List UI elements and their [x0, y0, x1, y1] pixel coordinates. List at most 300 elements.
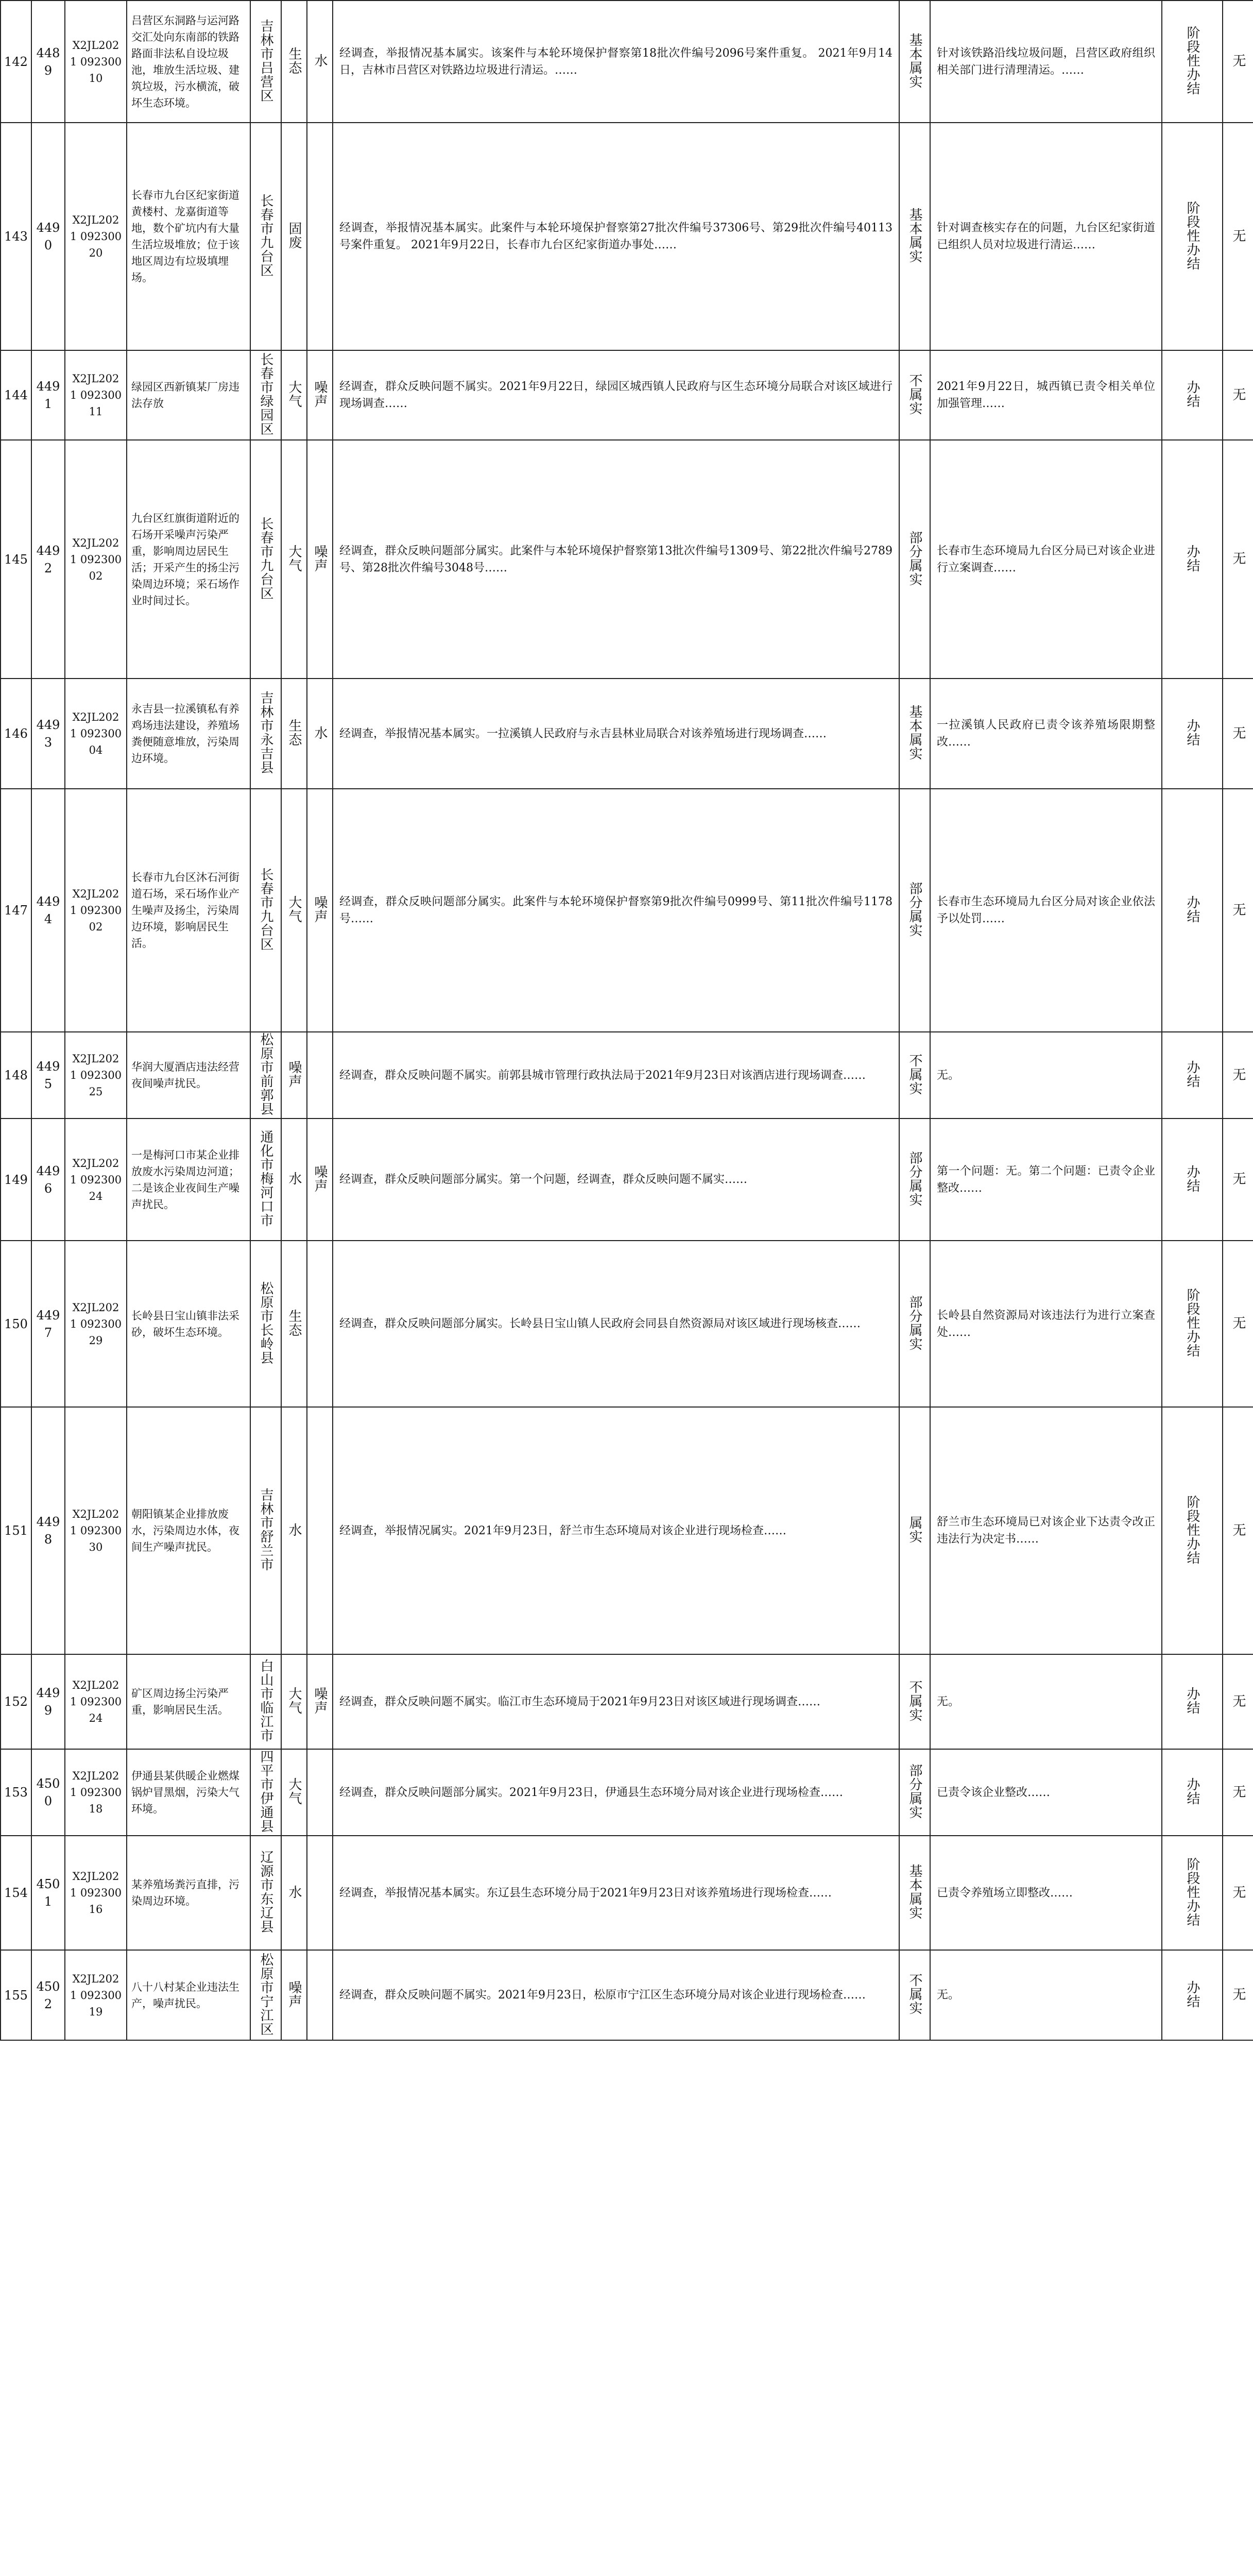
case-id: X2JL2021 09230029 — [70, 1301, 122, 1347]
table-row — [1, 1, 1253, 123]
case-id-cell — [65, 789, 127, 1032]
case-id-cell — [65, 679, 127, 789]
verification-result-cell — [899, 1032, 930, 1118]
accountability-info: 无 — [1230, 725, 1246, 740]
problem-description-cell — [127, 1, 250, 123]
verification-result-cell — [899, 350, 930, 440]
handling-status-cell — [1162, 1118, 1223, 1241]
secondary-pollution: 噪声 — [312, 380, 328, 408]
problem-description-cell — [127, 123, 250, 350]
remediation-measures-cell — [930, 1950, 1162, 2040]
administrative-area: 长春市九台区 — [258, 516, 273, 600]
row-code: 4495 — [36, 1059, 60, 1091]
accountability-info-cell — [1223, 1241, 1253, 1407]
investigation-finding-cell — [333, 350, 899, 440]
investigation-finding-cell — [333, 679, 899, 789]
accountability-info-cell — [1223, 123, 1253, 350]
table-row — [1, 1241, 1253, 1407]
remediation-measures-cell — [930, 1836, 1162, 1950]
problem-description-cell — [127, 789, 250, 1032]
secondary-pollution: 水 — [312, 54, 328, 67]
investigation-finding-cell — [333, 1241, 899, 1407]
table-body — [1, 1, 1253, 2040]
investigation-finding: 经调查，举报情况属实。2021年9月23日，舒兰市生态环境局对该企业进行现场检查…… — [339, 1524, 786, 1537]
pollution-type-cell — [281, 1407, 307, 1654]
administrative-area-cell — [250, 1749, 281, 1836]
pollution-type-cell — [281, 1032, 307, 1118]
remediation-measures: 长春市生态环境局九台区分局对该企业依法予以处罚…… — [937, 895, 1155, 925]
secondary-pollution-cell — [307, 123, 333, 350]
row-code-cell — [31, 1836, 65, 1950]
row-number: 155 — [4, 1988, 28, 2003]
table-row — [1, 679, 1253, 789]
verification-result-cell — [899, 1241, 930, 1407]
pollution-type-cell — [281, 350, 307, 440]
pollution-type-cell — [281, 789, 307, 1032]
remediation-measures: 一拉溪镇人民政府已责令该养殖场限期整改…… — [937, 719, 1155, 749]
row-code-cell — [31, 789, 65, 1032]
administrative-area-cell — [250, 789, 281, 1032]
secondary-pollution: 噪声 — [312, 544, 328, 572]
remediation-measures-cell — [930, 679, 1162, 789]
administrative-area-cell — [250, 1, 281, 123]
administrative-area-cell — [250, 679, 281, 789]
handling-status: 阶段性办结 — [1185, 1288, 1200, 1358]
accountability-info-cell — [1223, 1407, 1253, 1654]
administrative-area: 四平市伊通县 — [258, 1750, 273, 1833]
remediation-measures-cell — [930, 440, 1162, 679]
row-code: 4493 — [36, 718, 60, 750]
accountability-info: 无 — [1230, 54, 1246, 67]
remediation-measures-cell — [930, 1, 1162, 123]
verification-result-cell — [899, 679, 930, 789]
remediation-measures: 已责令该企业整改…… — [937, 1786, 1051, 1799]
case-id-cell — [65, 1241, 127, 1407]
row-number-cell — [1, 1032, 31, 1118]
row-code-cell — [31, 1, 65, 123]
investigation-finding: 经调查，群众反映问题部分属实。长岭县日宝山镇人民政府会同县自然资源局对该区域进行现场核查…… — [339, 1317, 861, 1330]
pollution-type: 生态 — [286, 719, 302, 747]
row-code-cell — [31, 1654, 65, 1749]
accountability-info: 无 — [1230, 387, 1246, 401]
problem-description: 矿区周边扬尘污染严重，影响居民生活。 — [131, 1687, 229, 1716]
administrative-area-cell — [250, 350, 281, 440]
row-number-cell — [1, 1, 31, 123]
handling-status: 办结 — [1185, 380, 1200, 408]
row-code-cell — [31, 1118, 65, 1241]
case-id: X2JL2021 09230002 — [70, 888, 122, 933]
verification-result: 部分属实 — [907, 530, 922, 586]
administrative-area: 长春市九台区 — [258, 194, 273, 277]
pollution-type-cell — [281, 1836, 307, 1950]
investigation-finding-cell — [333, 1032, 899, 1118]
row-number: 143 — [4, 229, 28, 244]
row-number-cell — [1, 1118, 31, 1241]
verification-result-cell — [899, 123, 930, 350]
verification-result-cell — [899, 1749, 930, 1836]
row-number: 145 — [4, 552, 28, 567]
administrative-area: 通化市梅河口市 — [258, 1130, 273, 1227]
secondary-pollution-cell — [307, 1032, 333, 1118]
accountability-info: 无 — [1230, 551, 1246, 565]
problem-description-cell — [127, 440, 250, 679]
verification-result: 基本属实 — [907, 1864, 922, 1920]
case-id: X2JL2021 09230004 — [70, 711, 122, 756]
case-id-cell — [65, 1654, 127, 1749]
administrative-area-cell — [250, 1654, 281, 1749]
row-code: 4498 — [36, 1515, 60, 1547]
verification-result: 基本属实 — [907, 208, 922, 263]
pollution-type: 水 — [286, 1522, 302, 1537]
problem-description: 华润大厦酒店违法经营夜间噪声扰民。 — [131, 1061, 239, 1090]
problem-description: 一是梅河口市某企业排放废水污染周边河道；二是该企业夜间生产噪声扰民。 — [131, 1148, 239, 1211]
row-number-cell — [1, 1836, 31, 1950]
handling-status-cell — [1162, 440, 1223, 679]
case-id: X2JL2021 09230024 — [70, 1157, 122, 1202]
remediation-measures: 无。 — [937, 1069, 960, 1082]
accountability-info-cell — [1223, 1950, 1253, 2040]
handling-status-cell — [1162, 1241, 1223, 1407]
table-row — [1, 1950, 1253, 2040]
accountability-info: 无 — [1230, 1885, 1246, 1899]
row-code: 4489 — [36, 45, 60, 78]
problem-description: 吕营区东洞路与运河路交汇处向东南部的铁路路面非法私自设垃圾池，堆放生活垃圾、建筑垃圾，污水横流，破坏生态环境。 — [131, 14, 239, 109]
row-code-cell — [31, 1241, 65, 1407]
investigation-finding-cell — [333, 789, 899, 1032]
handling-status-cell — [1162, 1836, 1223, 1950]
row-number: 147 — [4, 903, 28, 918]
problem-description-cell — [127, 679, 250, 789]
accountability-info: 无 — [1230, 1784, 1246, 1799]
remediation-measures: 无。 — [937, 1989, 960, 2002]
handling-status: 办结 — [1185, 544, 1200, 572]
administrative-area-cell — [250, 1950, 281, 2040]
handling-status-cell — [1162, 1032, 1223, 1118]
row-code: 4497 — [36, 1308, 60, 1340]
investigation-finding: 经调查，群众反映问题部分属实。此案件与本轮环境保护督察第13批次件编号1309号、第22批次件编号2789号、第28批次件编号3048号…… — [339, 544, 892, 574]
investigation-finding-cell — [333, 1118, 899, 1241]
row-code-cell — [31, 679, 65, 789]
remediation-measures-cell — [930, 1749, 1162, 1836]
handling-status: 办结 — [1185, 1777, 1200, 1805]
administrative-area-cell — [250, 440, 281, 679]
remediation-measures: 舒兰市生态环境局已对该企业下达责令改正违法行为决定书…… — [937, 1516, 1155, 1546]
handling-status-cell — [1162, 350, 1223, 440]
pollution-type-cell — [281, 679, 307, 789]
accountability-info-cell — [1223, 1118, 1253, 1241]
handling-status: 办结 — [1185, 719, 1200, 747]
pollution-type-cell — [281, 1654, 307, 1749]
case-id: X2JL2021 09230020 — [70, 214, 122, 259]
case-id-cell — [65, 440, 127, 679]
table-row — [1, 1836, 1253, 1950]
problem-description: 某养殖场粪污直排，污染周边环境。 — [131, 1878, 239, 1907]
pollution-type: 生态 — [286, 46, 302, 75]
secondary-pollution-cell — [307, 1241, 333, 1407]
case-id-cell — [65, 350, 127, 440]
remediation-measures: 第一个问题：无。第二个问题：已责令企业整改…… — [937, 1164, 1155, 1195]
row-number: 149 — [4, 1172, 28, 1187]
table-row — [1, 440, 1253, 679]
handling-status: 阶段性办结 — [1185, 1495, 1200, 1565]
accountability-info: 无 — [1230, 1522, 1246, 1537]
administrative-area-cell — [250, 1118, 281, 1241]
verification-result: 属实 — [907, 1516, 922, 1544]
remediation-measures-cell — [930, 789, 1162, 1032]
administrative-area: 松原市宁江区 — [258, 1952, 273, 2036]
investigation-finding: 经调查，举报情况基本属实。一拉溪镇人民政府与永吉县林业局联合对该养殖场进行现场调查…… — [339, 727, 827, 740]
table-row — [1, 789, 1253, 1032]
problem-description: 永吉县一拉溪镇私有养鸡场违法建设，养殖场粪便随意堆放，污染周边环境。 — [131, 703, 239, 765]
handling-status-cell — [1162, 123, 1223, 350]
table-row — [1, 123, 1253, 350]
row-code: 4492 — [36, 543, 60, 575]
verification-result-cell — [899, 440, 930, 679]
row-number: 153 — [4, 1785, 28, 1800]
problem-description: 长春市九台区纪家街道黄楼村、龙嘉街道等地，数个矿坑内有大量生活垃圾堆放；位于该地区周边有垃圾填埋场。 — [131, 189, 239, 284]
accountability-info: 无 — [1230, 1172, 1246, 1185]
administrative-area-cell — [250, 1836, 281, 1950]
verification-result: 部分属实 — [907, 1150, 922, 1207]
administrative-area-cell — [250, 1241, 281, 1407]
pollution-type-cell — [281, 440, 307, 679]
case-id: X2JL2021 09230010 — [70, 39, 122, 84]
case-id-cell — [65, 123, 127, 350]
secondary-pollution: 噪声 — [312, 895, 328, 923]
problem-description: 长岭县日宝山镇非法采砂，破坏生态环境。 — [131, 1309, 239, 1338]
verification-result-cell — [899, 1118, 930, 1241]
row-number-cell — [1, 789, 31, 1032]
case-id-cell — [65, 1118, 127, 1241]
investigation-finding-cell — [333, 1749, 899, 1836]
investigation-finding: 经调查，群众反映问题不属实。前郭县城市管理行政执法局于2021年9月23日对该酒店进行现场调查…… — [339, 1069, 866, 1082]
case-id-cell — [65, 1749, 127, 1836]
verification-result-cell — [899, 1, 930, 123]
investigation-finding-cell — [333, 440, 899, 679]
case-id: X2JL2021 09230024 — [70, 1679, 122, 1724]
problem-description-cell — [127, 1950, 250, 2040]
row-code-cell — [31, 1950, 65, 2040]
verification-result: 部分属实 — [907, 882, 922, 937]
row-code: 4501 — [36, 1877, 60, 1909]
handling-status: 办结 — [1185, 1980, 1200, 2008]
investigation-finding: 经调查，群众反映问题不属实。2021年9月23日，松原市宁江区生态环境分局对该企业进行现场检查…… — [339, 1989, 866, 2002]
row-code-cell — [31, 1032, 65, 1118]
accountability-info-cell — [1223, 350, 1253, 440]
remediation-measures: 长岭县自然资源局对该违法行为进行立案查处…… — [937, 1309, 1155, 1339]
case-id: X2JL2021 09230016 — [70, 1870, 122, 1916]
case-id: X2JL2021 09230002 — [70, 536, 122, 582]
pollution-type: 水 — [286, 1885, 302, 1899]
investigation-finding-cell — [333, 1654, 899, 1749]
verification-result-cell — [899, 1407, 930, 1654]
pollution-type: 噪声 — [286, 1060, 302, 1088]
investigation-finding: 经调查，举报情况基本属实。该案件与本轮环境保护督察第18批次件编号2096号案件重复。 2021年9月14日，吉林市吕营区对铁路边垃圾进行清运。…… — [339, 46, 892, 77]
accountability-info-cell — [1223, 1749, 1253, 1836]
problem-description-cell — [127, 1032, 250, 1118]
pollution-type: 大气 — [286, 1687, 302, 1715]
handling-status-cell — [1162, 789, 1223, 1032]
administrative-area: 吉林市舒兰市 — [258, 1488, 273, 1571]
case-id: X2JL2021 09230019 — [70, 1972, 122, 2018]
case-id: X2JL2021 09230025 — [70, 1053, 122, 1098]
secondary-pollution-cell — [307, 1749, 333, 1836]
problem-description: 绿园区西新镇某厂房违法存放 — [131, 381, 239, 410]
handling-status-cell — [1162, 1749, 1223, 1836]
remediation-measures: 针对该铁路沿线垃圾问题，吕营区政府组织相关部门进行清理清运。…… — [937, 46, 1155, 77]
secondary-pollution: 噪声 — [312, 1687, 328, 1715]
secondary-pollution: 噪声 — [312, 1164, 328, 1193]
handling-status: 阶段性办结 — [1185, 1857, 1200, 1927]
administrative-area: 吉林市永吉县 — [258, 691, 273, 774]
secondary-pollution-cell — [307, 1, 333, 123]
row-code-cell — [31, 440, 65, 679]
secondary-pollution-cell — [307, 1654, 333, 1749]
accountability-info: 无 — [1230, 1316, 1246, 1330]
verification-result: 部分属实 — [907, 1295, 922, 1351]
remediation-measures-cell — [930, 1241, 1162, 1407]
handling-status: 办结 — [1185, 1060, 1200, 1088]
row-number-cell — [1, 1407, 31, 1654]
verification-result: 不属实 — [907, 1053, 922, 1095]
problem-description-cell — [127, 350, 250, 440]
investigation-finding-cell — [333, 1407, 899, 1654]
secondary-pollution-cell — [307, 1950, 333, 2040]
table-row — [1, 1118, 1253, 1241]
problem-description-cell — [127, 1654, 250, 1749]
administrative-area: 辽源市东辽县 — [258, 1850, 273, 1934]
row-code: 4502 — [36, 1979, 60, 2011]
investigation-finding: 经调查，群众反映问题部分属实。第一个问题，经调查，群众反映问题不属实…… — [339, 1173, 748, 1186]
remediation-measures-cell — [930, 1407, 1162, 1654]
problem-description-cell — [127, 1241, 250, 1407]
remediation-measures: 2021年9月22日，城西镇已责令相关单位加强管理…… — [937, 380, 1155, 410]
row-number-cell — [1, 123, 31, 350]
problem-description: 伊通县某供暖企业燃煤锅炉冒黑烟，污染大气环境。 — [131, 1770, 239, 1815]
case-id: X2JL2021 09230018 — [70, 1770, 122, 1815]
problem-description: 八十八村某企业违法生产，噪声扰民。 — [131, 1980, 239, 2010]
verification-result-cell — [899, 789, 930, 1032]
row-number-cell — [1, 1749, 31, 1836]
secondary-pollution-cell — [307, 789, 333, 1032]
pollution-type: 生态 — [286, 1309, 302, 1337]
handling-status: 阶段性办结 — [1185, 200, 1200, 270]
accountability-info: 无 — [1230, 902, 1246, 917]
table-row — [1, 1749, 1253, 1836]
investigation-finding: 经调查，群众反映问题不属实。临江市生态环境局于2021年9月23日对该区域进行现场调查…… — [339, 1695, 820, 1708]
accountability-info-cell — [1223, 1654, 1253, 1749]
verification-result: 不属实 — [907, 1680, 922, 1722]
row-number-cell — [1, 350, 31, 440]
verification-result: 不属实 — [907, 373, 922, 415]
case-id-cell — [65, 1950, 127, 2040]
pollution-type: 大气 — [286, 1777, 302, 1805]
handling-status-cell — [1162, 1407, 1223, 1654]
pollution-type-cell — [281, 1749, 307, 1836]
case-id: X2JL2021 09230030 — [70, 1508, 122, 1553]
investigation-finding: 经调查，群众反映问题部分属实。此案件与本轮环境保护督察第9批次件编号0999号、第11批次件编号1178号…… — [339, 895, 892, 925]
row-code: 4490 — [36, 221, 60, 252]
row-number: 148 — [4, 1068, 28, 1082]
case-id-cell — [65, 1836, 127, 1950]
remediation-measures: 长春市生态环境局九台区分局已对该企业进行立案调查…… — [937, 544, 1155, 574]
verification-result: 不属实 — [907, 1973, 922, 2015]
problem-description: 长春市九台区沐石河街道石场，采石场作业产生噪声及扬尘，污染周边环境，影响居民生活。 — [131, 871, 239, 950]
table-row — [1, 350, 1253, 440]
row-number-cell — [1, 1654, 31, 1749]
problem-description-cell — [127, 1836, 250, 1950]
remediation-measures: 针对调查核实存在的问题，九台区纪家街道已组织人员对垃圾进行清运…… — [937, 222, 1155, 251]
investigation-finding-cell — [333, 1950, 899, 2040]
accountability-info-cell — [1223, 679, 1253, 789]
verification-result-cell — [899, 1950, 930, 2040]
verification-result-cell — [899, 1836, 930, 1950]
pollution-type-cell — [281, 1, 307, 123]
handling-status: 办结 — [1185, 1687, 1200, 1715]
row-number: 151 — [4, 1523, 28, 1538]
investigation-finding: 经调查，群众反映问题不属实。2021年9月22日，绿园区城西镇人民政府与区生态环境分局联合对该区域进行现场调查…… — [339, 380, 892, 410]
secondary-pollution-cell — [307, 1836, 333, 1950]
remediation-measures-cell — [930, 1032, 1162, 1118]
row-code-cell — [31, 350, 65, 440]
handling-status: 办结 — [1185, 1164, 1200, 1193]
secondary-pollution-cell — [307, 679, 333, 789]
accountability-info: 无 — [1230, 1987, 1246, 2001]
row-number: 150 — [4, 1316, 28, 1331]
row-code-cell — [31, 1407, 65, 1654]
problem-description-cell — [127, 1118, 250, 1241]
row-number: 146 — [4, 726, 28, 741]
row-number-cell — [1, 440, 31, 679]
row-code-cell — [31, 123, 65, 350]
administrative-area-cell — [250, 123, 281, 350]
row-code: 4494 — [36, 894, 60, 926]
row-code: 4491 — [36, 379, 60, 411]
case-id: X2JL2021 09230011 — [70, 372, 122, 418]
secondary-pollution: 水 — [312, 725, 328, 740]
handling-status-cell — [1162, 1, 1223, 123]
accountability-info-cell — [1223, 440, 1253, 679]
administrative-area: 松原市长岭县 — [258, 1281, 273, 1365]
accountability-info: 无 — [1230, 1693, 1246, 1708]
administrative-area: 长春市绿园区 — [258, 352, 273, 436]
remediation-measures-cell — [930, 123, 1162, 350]
pollution-type: 噪声 — [286, 1980, 302, 2008]
pollution-type: 大气 — [286, 380, 302, 408]
problem-description: 朝阳镇某企业排放废水，污染周边水体，夜间生产噪声扰民。 — [131, 1508, 239, 1553]
row-code: 4496 — [36, 1163, 60, 1196]
verification-result: 部分属实 — [907, 1764, 922, 1819]
problem-description: 九台区红旗街道附近的石场开采噪声污染严重，影响周边居民生活；开采产生的扬尘污染周边环境；采石场作业时间过长。 — [131, 512, 239, 607]
accountability-info: 无 — [1230, 228, 1246, 243]
verification-result-cell — [899, 1654, 930, 1749]
row-number: 152 — [4, 1694, 28, 1709]
accountability-info: 无 — [1230, 1067, 1246, 1081]
handling-status-cell — [1162, 679, 1223, 789]
row-number: 144 — [4, 388, 28, 402]
remediation-measures-cell — [930, 1118, 1162, 1241]
investigation-finding-cell — [333, 1836, 899, 1950]
administrative-area: 吉林市吕营区 — [258, 19, 273, 103]
row-code-cell — [31, 1749, 65, 1836]
secondary-pollution-cell — [307, 1118, 333, 1241]
investigation-finding-cell — [333, 123, 899, 350]
pollution-type-cell — [281, 123, 307, 350]
investigation-finding-cell — [333, 1, 899, 123]
verification-result: 基本属实 — [907, 705, 922, 760]
secondary-pollution-cell — [307, 1407, 333, 1654]
administrative-area-cell — [250, 1032, 281, 1118]
